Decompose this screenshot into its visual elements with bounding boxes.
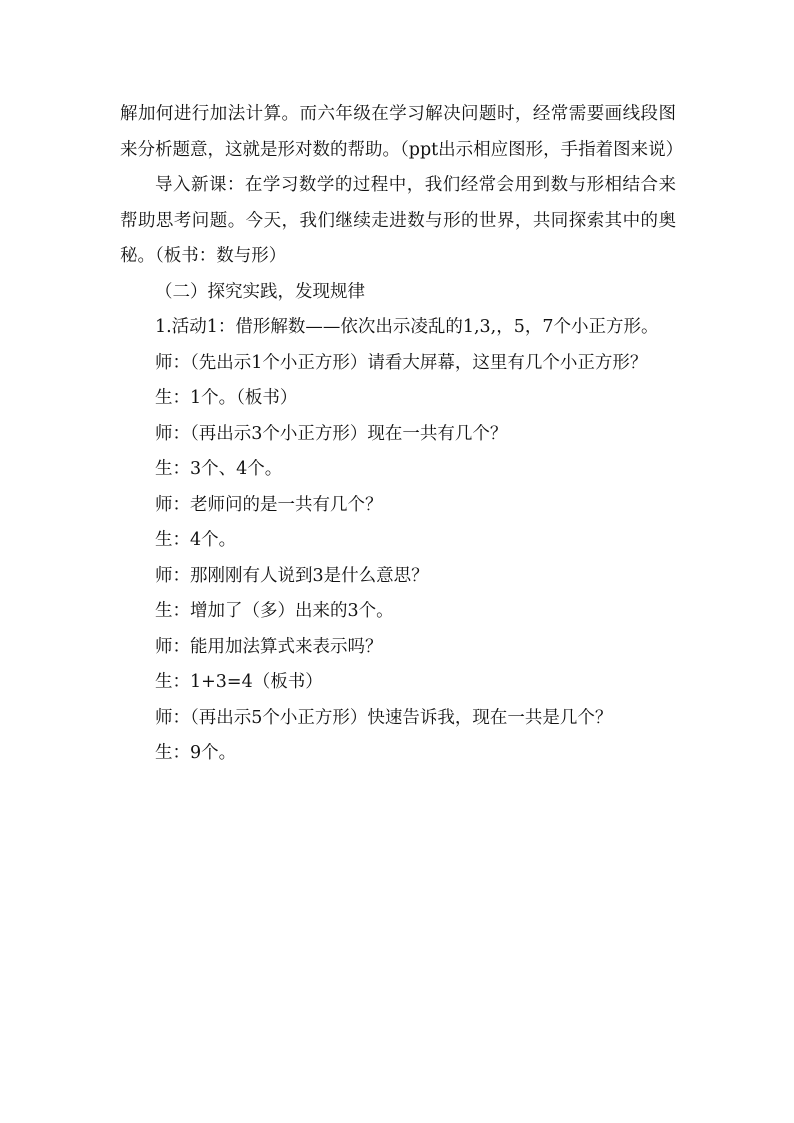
document-body — [120, 97, 684, 772]
section-heading-explore: （二）探究实践，发现规律 — [155, 281, 365, 302]
dialog-line: 师：老师问的是一共有几个？ — [155, 494, 383, 515]
dialog-line: 师：（再出示5个小正方形）快速告诉我，现在一共是几个？ — [155, 707, 613, 728]
paragraph-new-lesson-intro: 导入新课：在学习数学的过程中，我们经常会用到数与形相结合来帮助思考问题。今天，我们继续走进数与形的世界，共同探索其中的奥秘。（板书：数与形） — [120, 175, 676, 266]
dialog-line: 生：增加了（多）出来的3个。 — [155, 601, 394, 621]
dialog-line: 生：9个。 — [155, 743, 237, 763]
dialog-line: 师：能用加法算式来表示吗？ — [155, 636, 383, 657]
dialog-line: 师：（先出示1个小正方形）请看大屏幕，这里有几个小正方形？ — [155, 352, 648, 373]
dialog-line: 师：（再出示3个小正方形）现在一共有几个？ — [155, 423, 508, 444]
dialog-line: 生：3个、4个。 — [155, 459, 283, 479]
dialog-line: 生：1个。（板书） — [155, 388, 298, 408]
dialog-line: 生：4个。 — [155, 530, 237, 550]
dialog-line: 生：1+3=4（板书） — [155, 672, 323, 692]
paragraph-activity-1: 1.活动1：借形解数——依次出示凌乱的1,3,，5，7个小正方形。 — [155, 317, 659, 337]
paragraph-intro-continuation: 解加何进行加法计算。而六年级在学习解决问题时，经常需要画线段图来分析题意，这就是形对数的帮助。（ppt出示相应图形，手指着图来说） — [120, 104, 684, 160]
dialog-line: 师：那刚刚有人说到3是什么意思？ — [155, 565, 429, 586]
